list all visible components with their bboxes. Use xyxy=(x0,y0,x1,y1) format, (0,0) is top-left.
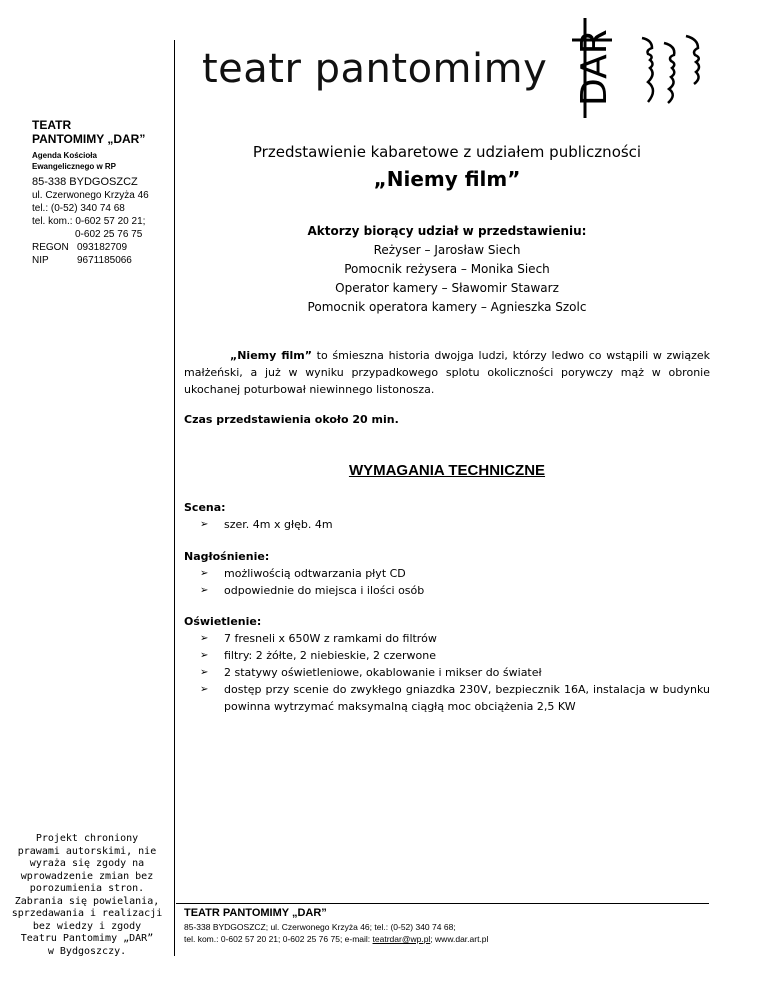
requirement-text: filtry: 2 żółte, 2 niebieskie, 2 czerwone xyxy=(224,649,437,662)
copyright-line: bez wiedzy i zgody xyxy=(32,920,142,932)
arrow-bullet-icon: ➢ xyxy=(200,650,209,661)
requirement-text: odpowiednie do miejsca i ilości osób xyxy=(224,584,425,597)
nip-value: 9671185066 xyxy=(77,255,132,266)
cast-member: Pomocnik reżysera – Monika Siech xyxy=(344,262,550,276)
section-heading: Oświetlenie: xyxy=(184,615,262,628)
sidebar-divider xyxy=(174,40,175,956)
logo-text: teatr pantomimy xyxy=(202,46,548,92)
section-heading: Nagłośnienie: xyxy=(184,550,270,563)
desc-title: „Niemy film” xyxy=(230,349,312,362)
sidebar-agency: Agenda Kościoła xyxy=(32,151,97,160)
copyright-line: Zabrania się powielania, xyxy=(14,895,160,907)
logo-mark-letters: DAR xyxy=(574,29,615,106)
copyright-notice xyxy=(6,833,168,958)
sidebar-city: 85-338 BYDGOSZCZ xyxy=(32,176,138,188)
copyright-line: w Bydgoszczy. xyxy=(47,945,127,957)
requirement-item xyxy=(184,582,710,599)
requirement-text: możliwością odtwarzania płyt CD xyxy=(224,567,406,580)
copyright-line: sprzedawania i realizacji xyxy=(11,908,163,919)
footer xyxy=(184,906,710,945)
requirement-item xyxy=(184,647,710,664)
cast-block xyxy=(184,222,710,317)
footer-org-name: TEATR PANTOMIMY „DAR” xyxy=(184,907,327,919)
sidebar-agency-2: Ewangelicznego w RP xyxy=(32,162,117,171)
show-subtitle: Przedstawienie kabaretowe z udziałem publiczności xyxy=(252,143,642,161)
cast-member: Operator kamery – Sławomir Stawarz xyxy=(335,281,559,295)
requirement-item xyxy=(184,630,710,647)
requirement-item xyxy=(184,565,710,582)
footer-address: 85-338 BYDGOSZCZ; ul. Czerwonego Krzyża 46; tel.: (0-52) 340 74 68; xyxy=(184,922,456,932)
sidebar-street: ul. Czerwonego Krzyża 46 xyxy=(32,190,149,201)
section-heading: Scena: xyxy=(184,501,226,514)
show-duration: Czas przedstawienia około 20 min. xyxy=(184,413,399,426)
copyright-line: wprowadzenie zmian bez xyxy=(20,870,154,882)
arrow-bullet-icon: ➢ xyxy=(200,585,209,596)
requirement-text: dostęp przy scenie do zwykłego gniazdka 230V, bezpiecznik 16A, instalacja w budynku powinna wytrzymać maksymalną ciągłą moc obciążenia 2,5 KW xyxy=(224,683,710,713)
section-scene xyxy=(184,499,710,533)
desc-body: to śmieszna historia dwojga ludzi, którzy ledwo co wstąpili w związek małżeński, a już w wyniku przypadkowego splotu okoliczności porywczy mąż w obronie ukochanej poturbował niewinnego listonosza. xyxy=(184,349,710,396)
sidebar-contact xyxy=(32,118,172,267)
sidebar-tel-kom: tel. kom.: 0-602 57 20 21; xyxy=(32,216,146,227)
copyright-line: Projekt chroniony xyxy=(35,833,139,844)
footer-contact xyxy=(184,933,710,945)
requirement-list xyxy=(184,516,710,533)
copyright-line: wyraża się zgody na xyxy=(29,858,145,869)
cast-member: Pomocnik operatora kamery – Agnieszka Szolc xyxy=(307,300,587,314)
copyright-line: prawami autorskimi, nie xyxy=(17,845,157,857)
show-title: „Niemy film” xyxy=(373,167,521,191)
arrow-bullet-icon: ➢ xyxy=(200,684,209,695)
regon-value: 093182709 xyxy=(77,242,128,253)
nip-label: NIP xyxy=(32,255,49,266)
dar-logo-mark xyxy=(572,18,722,128)
section-sound xyxy=(184,548,710,599)
sidebar-tel: tel.: (0-52) 340 74 68 xyxy=(32,203,125,214)
requirement-list xyxy=(184,630,710,715)
sidebar-org-name-2: PANTOMIMY „DAR” xyxy=(32,132,146,146)
copyright-line: porozumienia stron. xyxy=(29,883,145,894)
regon-label: REGON xyxy=(32,242,69,253)
requirement-list xyxy=(184,565,710,599)
sidebar-regon xyxy=(32,241,172,254)
tech-requirements-title: WYMAGANIA TECHNICZNE xyxy=(348,462,546,479)
sidebar-org-name: TEATR xyxy=(32,118,72,132)
requirement-item xyxy=(184,681,710,715)
copyright-line: Teatru Pantomimy „DAR” xyxy=(20,933,154,944)
section-lighting xyxy=(184,613,710,715)
arrow-bullet-icon: ➢ xyxy=(200,667,209,678)
arrow-bullet-icon: ➢ xyxy=(200,519,209,530)
arrow-bullet-icon: ➢ xyxy=(200,568,209,579)
cast-list xyxy=(184,241,710,317)
requirement-item xyxy=(184,664,710,681)
sidebar-nip xyxy=(32,254,172,267)
footer-website: ; www.dar.art.pl xyxy=(430,934,489,944)
requirement-text: 7 fresneli x 650W z ramkami do filtrów xyxy=(224,632,437,645)
cast-member: Reżyser – Jarosław Siech xyxy=(373,243,521,257)
footer-email-link[interactable]: teatrdar@wp.pl xyxy=(372,934,431,944)
sidebar-tel-kom-2: 0-602 25 76 75 xyxy=(75,229,143,240)
requirement-text: szer. 4m x głęb. 4m xyxy=(224,518,333,531)
show-description xyxy=(184,347,710,398)
cast-heading: Aktorzy biorący udział w przedstawieniu: xyxy=(307,224,587,238)
requirement-text: 2 statywy oświetleniowe, okablowanie i mikser do świateł xyxy=(224,666,542,679)
arrow-bullet-icon: ➢ xyxy=(200,633,209,644)
footer-phones: tel. kom.: 0-602 57 20 21; 0-602 25 76 75; e-mail: xyxy=(184,934,373,944)
footer-divider xyxy=(176,903,709,904)
requirement-item xyxy=(184,516,710,533)
